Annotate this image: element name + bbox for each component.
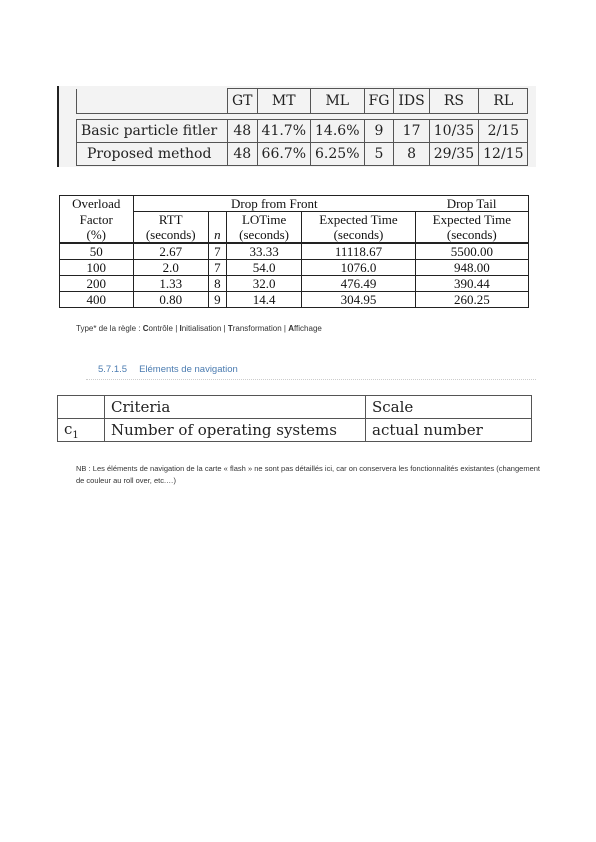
- table-header-row: [77, 89, 528, 114]
- table-cell: 12/15: [479, 143, 528, 166]
- header-cell: [58, 396, 105, 419]
- header-cell: [208, 212, 226, 228]
- table-cell: 41.7%: [257, 120, 310, 143]
- caption-separator: |: [172, 324, 180, 333]
- table-cell: 8: [394, 143, 429, 166]
- header-cell: (seconds): [302, 227, 415, 243]
- table-cell: 9: [364, 120, 394, 143]
- header-blank-cell: [77, 89, 228, 114]
- table-header-row: [60, 227, 529, 243]
- table-cell: 476.49: [302, 276, 415, 292]
- table-cell: 5: [364, 143, 394, 166]
- table-cell: 2.0: [133, 260, 208, 276]
- section-heading: [98, 364, 238, 375]
- table-cell: 1076.0: [302, 260, 415, 276]
- table-cell: 100: [60, 260, 134, 276]
- table-cell: 5500.00: [415, 243, 528, 260]
- caption-prefix: Type* de la règle :: [76, 324, 143, 333]
- header-cell: MT: [257, 89, 310, 114]
- table-cell: 948.00: [415, 260, 528, 276]
- table-cell: 14.4: [226, 292, 301, 308]
- table-cell: 11118.67: [302, 243, 415, 260]
- table-cell: 48: [228, 143, 258, 166]
- table-cell: 7: [208, 260, 226, 276]
- table-cell: [58, 419, 105, 442]
- rule-type-caption: [76, 324, 322, 333]
- left-border-bar: [57, 86, 59, 167]
- header-cell: GT: [228, 89, 258, 114]
- header-cell: (seconds): [226, 227, 301, 243]
- table-row: [77, 120, 528, 143]
- header-group-drop-tail: Drop Tail: [415, 196, 528, 212]
- table-row: [77, 143, 528, 166]
- table-cell: 10/35: [429, 120, 478, 143]
- table-cell: 304.95: [302, 292, 415, 308]
- section-number: 5.7.1.5: [98, 364, 128, 375]
- header-cell: RS: [429, 89, 478, 114]
- header-cell: Scale: [366, 396, 532, 419]
- table-cell: 29/35: [429, 143, 478, 166]
- table-cell: 6.25%: [311, 143, 364, 166]
- caption-part: ffichage: [293, 324, 322, 333]
- caption-part: ransformation: [232, 324, 282, 333]
- table-cell: 32.0: [226, 276, 301, 292]
- header-cell: Criteria: [105, 396, 366, 419]
- table-cell: 0.80: [133, 292, 208, 308]
- header-cell: FG: [364, 89, 394, 114]
- tracking-comparison-table: [76, 88, 528, 166]
- table-cell: 200: [60, 276, 134, 292]
- table-cell: 2/15: [479, 120, 528, 143]
- table-cell: actual number: [366, 419, 532, 442]
- caption-initial: C: [142, 324, 149, 333]
- caption-initial: I: [179, 324, 182, 333]
- table-row: [60, 243, 529, 260]
- criterion-id-subscript: 1: [72, 429, 79, 441]
- criterion-id: c: [64, 419, 73, 438]
- table-cell: 8: [208, 276, 226, 292]
- header-cell: (seconds): [415, 227, 528, 243]
- overload-drop-table: [59, 195, 529, 308]
- table-row: [60, 260, 529, 276]
- table-cell: 14.6%: [311, 120, 364, 143]
- table-cell: 9: [208, 292, 226, 308]
- table-cell: 50: [60, 243, 134, 260]
- nb-paragraph: NB : Les éléments de navigation de la carte « flash » ne sont pas détaillés ici, car on conservera les fonctionnalités existantes (changement de couleur au roll over, etc.…): [76, 464, 540, 485]
- header-cell: Overload: [60, 196, 134, 212]
- table-cell: 54.0: [226, 260, 301, 276]
- table-cell: 7: [208, 243, 226, 260]
- table-row: [58, 419, 532, 442]
- row-label: Basic particle fitler: [77, 120, 228, 143]
- table-header-row: [60, 212, 529, 228]
- criteria-table: [57, 395, 532, 442]
- table-cell: 66.7%: [257, 143, 310, 166]
- table-cell: 2.67: [133, 243, 208, 260]
- table-cell: 48: [228, 120, 258, 143]
- header-cell: (%): [60, 227, 134, 243]
- header-cell: Expected Time: [415, 212, 528, 228]
- caption-part: nitialisation: [181, 324, 222, 333]
- header-cell: RTT: [133, 212, 208, 228]
- table-cell: 1.33: [133, 276, 208, 292]
- caption-separator: |: [221, 324, 228, 333]
- header-cell: RL: [479, 89, 528, 114]
- header-cell: IDS: [394, 89, 429, 114]
- table-header-row: [60, 196, 529, 212]
- section-title: Eléments de navigation: [139, 364, 238, 375]
- row-label: Proposed method: [77, 143, 228, 166]
- table-cell: 260.25: [415, 292, 528, 308]
- caption-initial: T: [227, 324, 233, 333]
- table-cell: 400: [60, 292, 134, 308]
- header-cell: LOTime: [226, 212, 301, 228]
- comparison-table-image: [57, 86, 536, 167]
- dotted-divider: [86, 379, 536, 380]
- table-header-row: [58, 396, 532, 419]
- header-cell: (seconds): [133, 227, 208, 243]
- table-row: [60, 276, 529, 292]
- header-group-drop-front: Drop from Front: [133, 196, 415, 212]
- table-cell: 17: [394, 120, 429, 143]
- header-cell: Factor: [60, 212, 134, 228]
- table-cell: 33.33: [226, 243, 301, 260]
- header-cell: Expected Time: [302, 212, 415, 228]
- caption-separator: |: [281, 324, 289, 333]
- header-cell: ML: [311, 89, 364, 114]
- table-cell: 390.44: [415, 276, 528, 292]
- header-cell: n: [208, 227, 226, 243]
- table-cell: Number of operating systems: [105, 419, 366, 442]
- table-row: [60, 292, 529, 308]
- caption-initial: A: [288, 324, 294, 333]
- caption-part: ontrôle: [148, 324, 173, 333]
